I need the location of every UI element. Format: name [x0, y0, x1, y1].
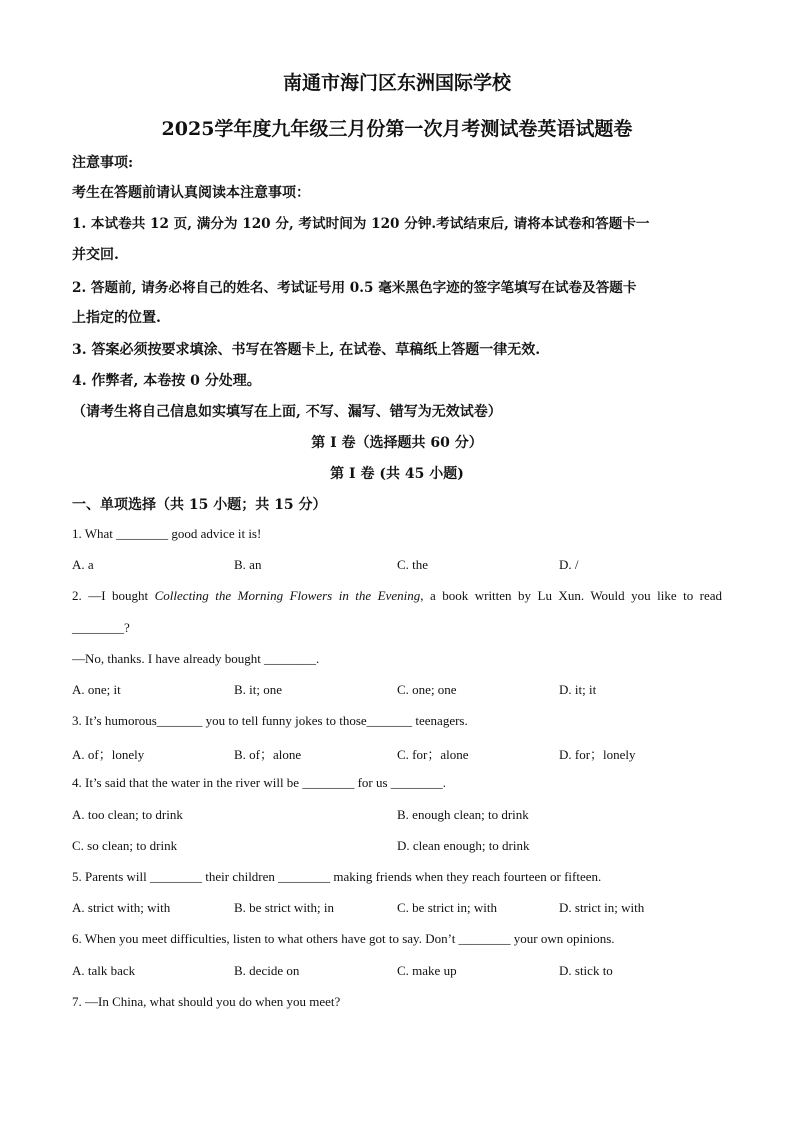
- question-1-option-d: D. /: [559, 557, 579, 572]
- question-4-option-b: B. enough clean; to drink: [397, 807, 529, 822]
- notice-heading: 注意事项:: [72, 155, 134, 171]
- notice-intro: 考生在答题前请认真阅读本注意事项：: [72, 185, 310, 201]
- question-1-option-c: C. the: [397, 557, 429, 572]
- question-5-option-b: B. be strict with; in: [234, 900, 335, 915]
- question-5-option-a: A. strict with; with: [72, 900, 171, 915]
- question-3-option-b: B. of；alone: [234, 747, 302, 762]
- question-4-option-c: C. so clean; to drink: [72, 838, 178, 853]
- question-5-option-d: D. strict in; with: [559, 900, 645, 915]
- question-5-option-c: C. be strict in; with: [397, 900, 498, 915]
- question-1-option-a: A. a: [72, 557, 94, 572]
- exam-title: 2025学年度九年级三月份第一次月考测试卷英语试题卷: [161, 118, 633, 140]
- question-3-stem: 3. It’s humorous_______ you to tell funny jokes to those_______ teenagers.: [72, 713, 468, 728]
- notice-item-2-cont: 上指定的位置.: [72, 310, 161, 326]
- notice-item-2: 2. 答题前, 请务必将自己的姓名、考试证号用 0.5 毫米黑色字迹的签字笔填写在试卷及答题卡: [72, 280, 637, 296]
- question-6-stem: 6. When you meet difficulties, listen to what others have got to say. Don’t ________ your own opinions.: [72, 931, 615, 946]
- question-3-option-c: C. for；alone: [397, 747, 469, 762]
- question-4-option-d: D. clean enough; to drink: [397, 838, 530, 853]
- section-heading: 一、单项选择（共 15 小题；共 15 分）: [72, 497, 327, 513]
- notice-item-1-cont: 并交回.: [72, 247, 119, 263]
- school-title: 南通市海门区东洲国际学校: [282, 72, 511, 94]
- question-3-option-d: D. for；lonely: [559, 747, 636, 762]
- question-2-option-a: A. one; it: [72, 682, 121, 697]
- question-2-book-title: Collecting the Morning Flowers in the Evening: [154, 588, 421, 603]
- part-subheading: 第 I 卷 (共 45 小题): [330, 466, 464, 482]
- question-2-stem: [72, 588, 722, 604]
- notice-item-1: 1. 本试卷共 12 页, 满分为 120 分, 考试时间为 120 分钟.考试结束后, 请将本试卷和答题卡一: [72, 216, 650, 232]
- question-1-stem: 1. What ________ good advice it is!: [72, 526, 262, 541]
- notice-item-3: 3. 答案必须按要求填涂、书写在答题卡上, 在试卷、草稿纸上答题一律无效.: [72, 342, 541, 358]
- question-2-reply: —No, thanks. I have already bought ________.: [72, 651, 320, 666]
- question-7-stem: 7. —In China, what should you do when you meet?: [72, 994, 341, 1009]
- question-3-option-a: A. of；lonely: [72, 747, 145, 762]
- question-5-stem: 5. Parents will ________ their children ________ making friends when they reach fourteen or fifteen.: [72, 869, 602, 884]
- part-heading: 第 I 卷（选择题共 60 分）: [311, 435, 483, 451]
- question-2-option-d: D. it; it: [559, 682, 597, 697]
- question-2-option-c: C. one; one: [397, 682, 457, 697]
- question-6-option-a: A. talk back: [72, 963, 136, 978]
- notice-item-4: 4. 作弊者, 本卷按 0 分处理。: [72, 373, 261, 389]
- question-6-option-b: B. decide on: [234, 963, 300, 978]
- question-4-option-a: A. too clean; to drink: [72, 807, 183, 822]
- question-2-option-b: B. it; one: [234, 682, 283, 697]
- question-6-option-d: D. stick to: [559, 963, 613, 978]
- question-4-stem: 4. It’s said that the water in the river will be ________ for us ________.: [72, 775, 447, 790]
- question-6-option-c: C. make up: [397, 963, 457, 978]
- question-1-option-b: B. an: [234, 557, 262, 572]
- question-2-stem-post: , a book written by Lu Xun. Would you like to read: [420, 588, 723, 603]
- question-2-stem-pre: 2. —I bought: [72, 588, 155, 603]
- notice-reminder: （请考生将自己信息如实填写在上面, 不写、漏写、错写为无效试卷）: [72, 404, 502, 420]
- question-2-stem-cont: ________?: [72, 620, 130, 635]
